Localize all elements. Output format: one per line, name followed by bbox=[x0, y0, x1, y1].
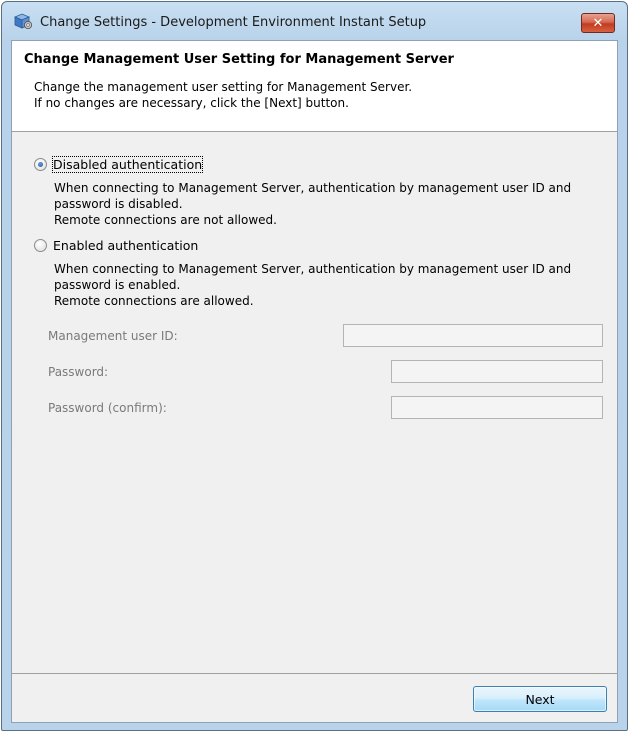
close-button[interactable] bbox=[581, 13, 615, 33]
description-line: Remote connections are allowed. bbox=[54, 294, 254, 308]
radio-label-disabled[interactable]: Disabled authentication bbox=[53, 157, 203, 172]
user-id-input[interactable] bbox=[343, 324, 603, 347]
radio-button-selected[interactable] bbox=[34, 158, 47, 171]
radio-label-enabled[interactable]: Enabled authentication bbox=[53, 238, 199, 253]
password-input[interactable] bbox=[391, 360, 603, 383]
description-line: When connecting to Management Server, authentication by management user ID and bbox=[54, 181, 572, 195]
description-line: password is disabled. bbox=[54, 197, 183, 211]
page-title: Change Management User Setting for Management Server bbox=[24, 52, 454, 67]
disabled-description bbox=[54, 180, 571, 228]
dialog-window bbox=[1, 1, 628, 731]
settings-cube-icon bbox=[13, 12, 33, 30]
user-id-label: Management user ID: bbox=[48, 329, 178, 343]
description-line: password is enabled. bbox=[54, 278, 181, 292]
password-confirm-input[interactable] bbox=[391, 396, 603, 419]
enabled-description bbox=[54, 261, 571, 309]
password-label: Password: bbox=[48, 365, 109, 379]
description-line: Remote connections are not allowed. bbox=[54, 213, 277, 227]
close-icon: ✕ bbox=[592, 15, 604, 31]
description-line: When connecting to Management Server, authentication by management user ID and bbox=[54, 262, 572, 276]
dialog-client-area bbox=[11, 40, 618, 723]
footer-divider bbox=[12, 673, 617, 674]
radio-disabled-authentication[interactable] bbox=[34, 157, 202, 172]
header-panel bbox=[12, 41, 617, 132]
radio-button-unselected[interactable] bbox=[34, 239, 47, 252]
radio-enabled-authentication[interactable] bbox=[34, 238, 198, 253]
title-bar[interactable] bbox=[2, 2, 627, 38]
page-description-line: Change the management user setting for Management Server. bbox=[34, 80, 413, 94]
window-title: Change Settings - Development Environment Instant Setup bbox=[40, 15, 427, 30]
page-description-line: If no changes are necessary, click the [Next] button. bbox=[34, 96, 349, 110]
page-description bbox=[34, 79, 412, 111]
next-button[interactable]: Next bbox=[473, 686, 607, 712]
password-confirm-label: Password (confirm): bbox=[48, 401, 167, 415]
